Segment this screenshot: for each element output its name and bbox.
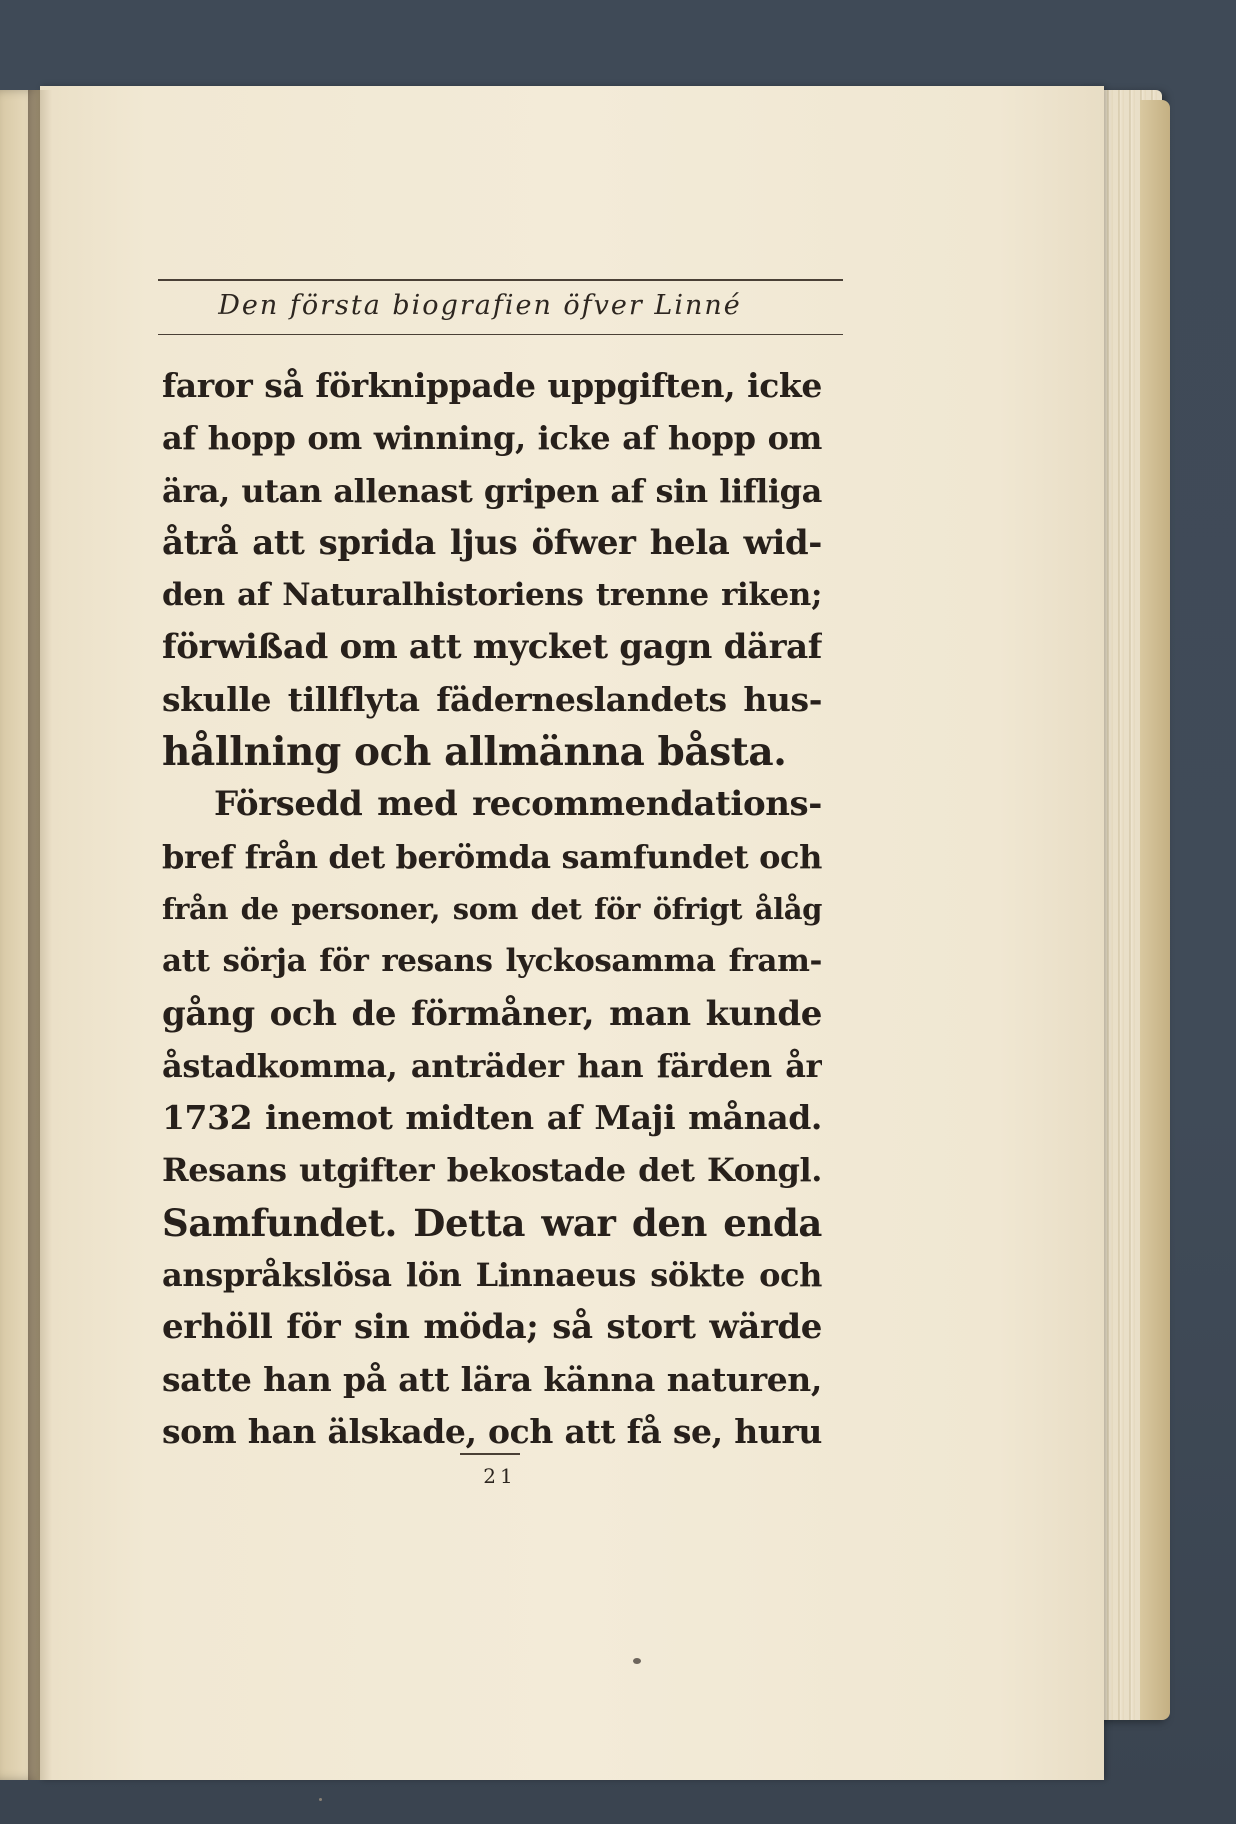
text-line: erhöll för sin möda; så stort wärde: [162, 1307, 822, 1348]
text-line: satte han på att lära känna naturen,: [162, 1359, 822, 1399]
text-line: Försedd med recommendations-: [214, 784, 822, 825]
text-line: af hopp om winning, icke af hopp om: [162, 419, 822, 458]
text-line: att sörja för resans lyckosamma fram-: [162, 943, 822, 980]
text-line: från de personer, som det för öfrigt ålåg: [162, 891, 822, 926]
body-text: [162, 360, 822, 1458]
running-head: Den första biografien öfver Linné: [218, 290, 742, 321]
text-line: anspråkslösa lön Linnaeus sökte och: [162, 1256, 822, 1295]
header-rule-top: [158, 279, 843, 281]
text-line: gång och de förmåner, man kunde: [162, 993, 822, 1034]
text-line: ära, utan allenast gripen af sin lifliga: [162, 471, 822, 510]
text-line: förwißad om att mycket gagn däraf: [162, 627, 822, 668]
text-line: skulle tillflyta fäderneslandets hus-: [162, 679, 822, 719]
paper-speck: [633, 1658, 641, 1664]
paper-speck: [319, 1798, 322, 1801]
book-gutter: [28, 90, 52, 1780]
book-cover-edge: [1140, 100, 1170, 1720]
text-line: åstadkomma, anträder han färden år: [162, 1046, 822, 1085]
page-number: 21: [483, 1464, 517, 1488]
text-line: åtrå att sprida ljus öfwer hela wid-: [162, 522, 822, 563]
text-line: bref från det berömda samfundet och: [162, 837, 822, 876]
text-line: som han älskade, och att få se, huru: [162, 1411, 822, 1451]
header-rule-bottom: [158, 334, 843, 335]
text-line: Samfundet. Detta war den enda: [162, 1200, 822, 1245]
text-line: Resans utgifter bekostade det Kongl.: [162, 1151, 822, 1190]
text-line: hållning och allmänna båsta.: [162, 729, 787, 776]
text-line: 1732 inemot midten af Maji månad.: [162, 1098, 822, 1138]
text-line: faror så förknippade uppgiften, icke: [162, 366, 822, 405]
text-line: den af Naturalhistoriens trenne riken;: [162, 577, 822, 614]
